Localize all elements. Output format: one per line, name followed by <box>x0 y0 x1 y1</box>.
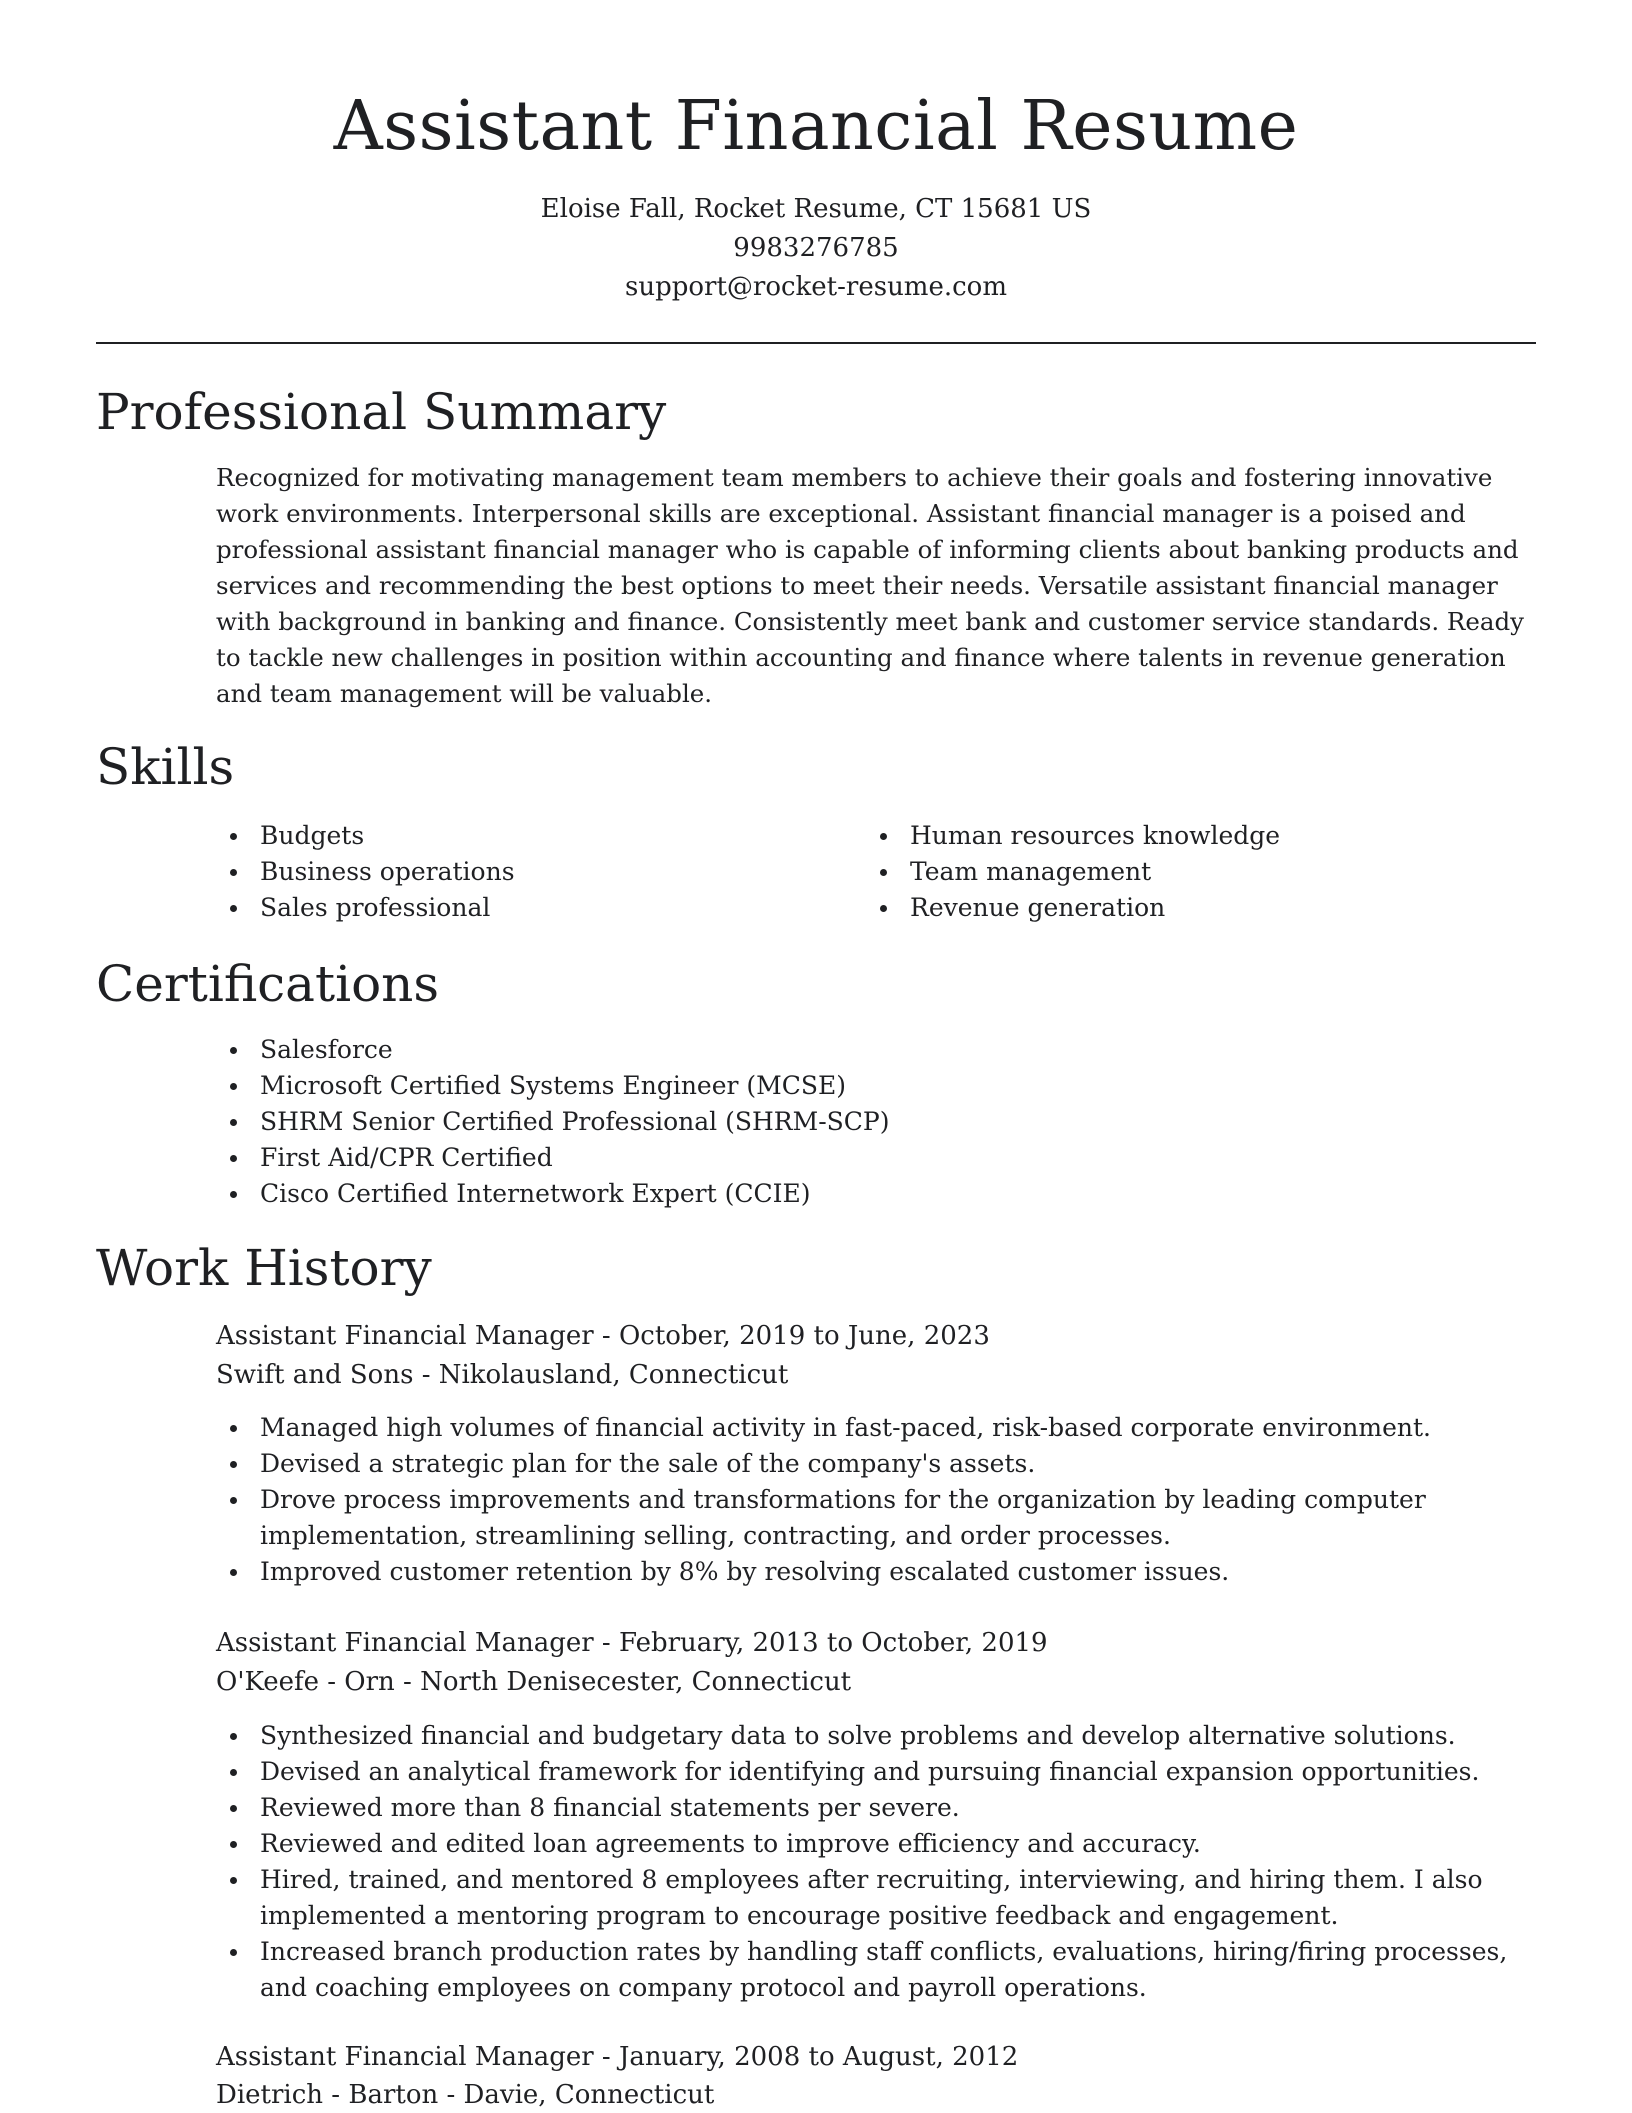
certification-item: Salesforce <box>216 1032 1416 1068</box>
job-title-line: Assistant Financial Manager - January, 2008 to August, 2012 <box>216 2042 1019 2072</box>
summary-heading: Professional Summary <box>96 383 667 441</box>
job-bullets <box>216 1410 1516 1590</box>
job-title-line: Assistant Financial Manager - February, 2013 to October, 2019 <box>216 1628 1048 1658</box>
contact-email: support@rocket-resume.com <box>624 272 1007 302</box>
job-company-line: O'Keefe - Orn - North Denisecester, Connecticut <box>216 1667 852 1697</box>
job-bullet: Managed high volumes of financial activity in fast-paced, risk-based corporate environment. <box>216 1410 1516 1446</box>
job-bullet: Devised a strategic plan for the sale of the company's assets. <box>216 1446 1516 1482</box>
certification-item: First Aid/CPR Certified <box>216 1140 1416 1176</box>
contact-phone: 9983276785 <box>733 233 899 263</box>
job-bullet: Reviewed more than 8 financial statements per severe. <box>216 1790 1516 1826</box>
skill-item: Human resources knowledge <box>866 818 1506 854</box>
skill-item: Business operations <box>216 854 816 890</box>
certification-item: Cisco Certified Internetwork Expert (CCIE) <box>216 1176 1416 1212</box>
skills-list-left <box>216 818 816 926</box>
skill-item: Revenue generation <box>866 890 1506 926</box>
job-bullet: Increased branch production rates by handling staff conflicts, evaluations, hiring/firing processes, and coaching employees on company protocol and payroll operations. <box>216 1934 1516 2006</box>
skill-item: Team management <box>866 854 1506 890</box>
job-bullet: Drove process improvements and transformations for the organization by leading computer implementation, streamlining selling, contracting, and order processes. <box>216 1482 1516 1554</box>
job-bullet: Reviewed and edited loan agreements to improve efficiency and accuracy. <box>216 1826 1516 1862</box>
contact-block <box>0 190 1632 307</box>
job-bullet: Devised an analytical framework for identifying and pursuing financial expansion opportunities. <box>216 1754 1516 1790</box>
certification-item: Microsoft Certified Systems Engineer (MCSE) <box>216 1068 1416 1104</box>
job-bullet: Synthesized financial and budgetary data to solve problems and develop alternative solutions. <box>216 1718 1516 1754</box>
certifications-list <box>216 1032 1416 1212</box>
job-bullet: Improved customer retention by 8% by resolving escalated customer issues. <box>216 1554 1516 1590</box>
job-company-line: Swift and Sons - Nikolausland, Connecticut <box>216 1360 789 1390</box>
skill-item: Budgets <box>216 818 816 854</box>
summary-text: Recognized for motivating management team members to achieve their goals and fostering innovative work environments. Interpersonal skills are exceptional. Assistant financial manager is a poised and professional assistant financial manager who is capable of informing clients about banking products and services and recommending the best options to meet their needs. Versatile assistant financial manager with background in banking and finance. Consistently meet bank and customer service standards. Ready to tackle new challenges in position within accounting and finance where talents in revenue generation and team management will be valuable. <box>216 463 1525 708</box>
skill-item: Sales professional <box>216 890 816 926</box>
header-divider <box>96 342 1536 344</box>
contact-address: Eloise Fall, Rocket Resume, CT 15681 US <box>540 194 1092 224</box>
resume-title: Assistant Financial Resume <box>333 87 1299 166</box>
job-bullet: Hired, trained, and mentored 8 employees after recruiting, interviewing, and hiring them. I also implemented a mentoring program to encourage positive feedback and engagement. <box>216 1862 1516 1934</box>
job-company-line: Dietrich - Barton - Davie, Connecticut <box>216 2080 715 2110</box>
certification-item: SHRM Senior Certified Professional (SHRM-SCP) <box>216 1104 1416 1140</box>
job-title-line: Assistant Financial Manager - October, 2019 to June, 2023 <box>216 1321 990 1351</box>
certifications-heading: Certifications <box>96 955 440 1013</box>
skills-heading: Skills <box>96 738 235 796</box>
skills-list-right <box>866 818 1506 926</box>
job-bullets <box>216 1718 1516 2006</box>
work-history-heading: Work History <box>96 1239 432 1297</box>
